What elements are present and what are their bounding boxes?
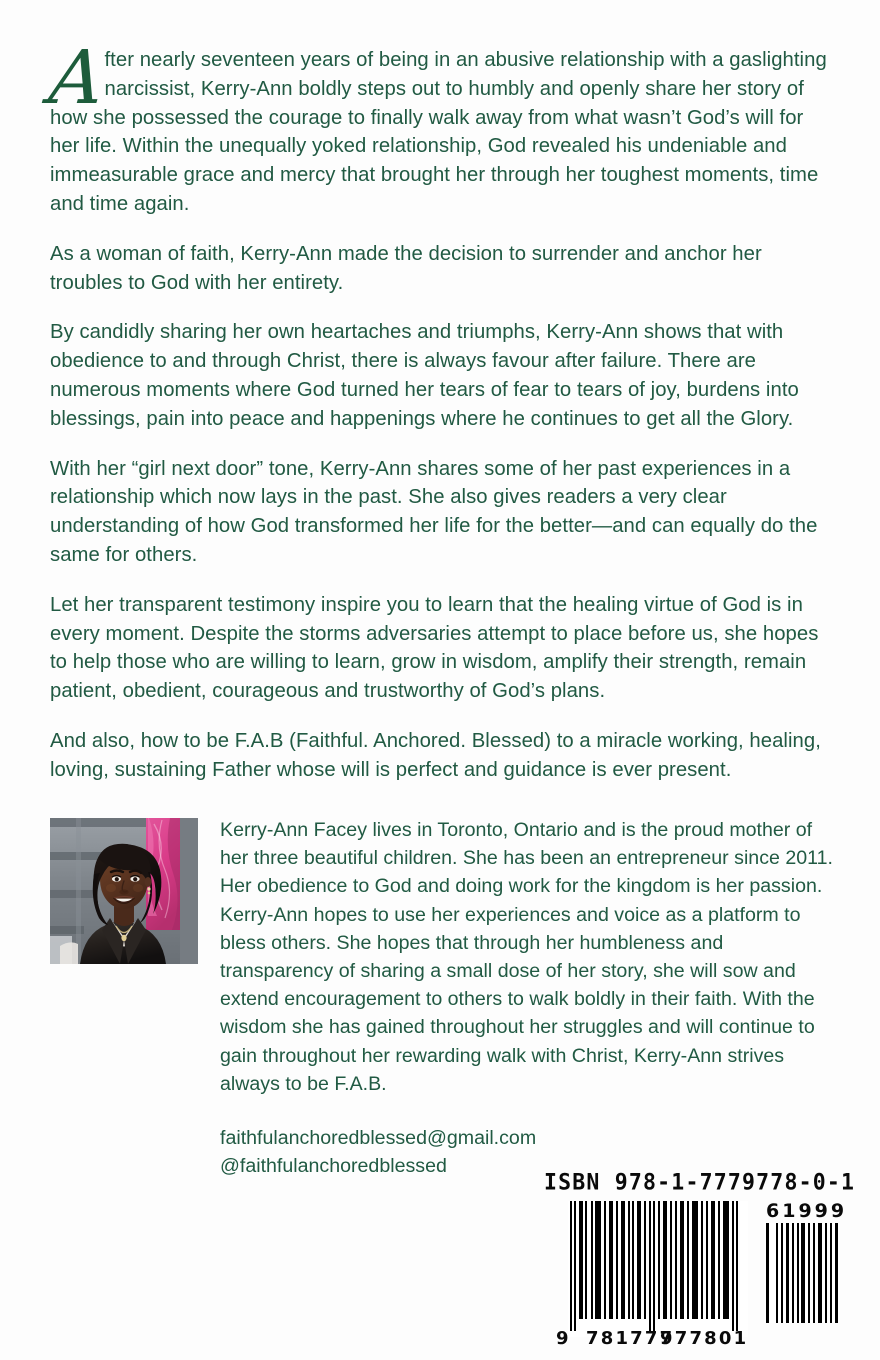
blurb-paragraph-1-text: fter nearly seventeen years of being in an abusive relationship with a gaslighting narcissist, Kerry-Ann boldly steps out to humbly and openly share her story of how she possessed the courage to finally walk away from what wasn’t God’s will for her life. Within the unequally yoked relationship, God revealed his undeniable and immeasurable grace and mercy that brought her through her toughest moments, time and time again. (50, 49, 827, 215)
ean13-group-1: 781777 (586, 1328, 675, 1349)
author-bio-text: Kerry-Ann Facey lives in Toronto, Ontario and is the proud mother of her three beautiful children. She has been an entrepreneur since 2011. Her obedience to God and doing work for the kingdom is her passion. Kerry-Ann hopes to use her experiences and voice as a platform to bless others. She hopes that through her humbleness and transparency of sharing a small dose of her story, she will sow and extend encouragement to others to walk boldly in their faith. With the wisdom she has gained throughout her struggles and will continue to gain throughout her rewarding walk with Christ, Kerry-Ann strives always to be F.A.B. (220, 819, 833, 1095)
ean13-group-2: 977801 (660, 1328, 749, 1349)
author-portrait-image (50, 818, 198, 964)
book-blurb (45, 35, 836, 785)
blurb-paragraph-5: Let her transparent testimony inspire you to learn that the healing virtue of God is in every moment. Despite the storms adversaries attempt to place before us, she hopes to help those who are willing to learn, grow in wisdom, amplify their strength, remain patient, obedient, courageous and trustworthy of God’s plans. (50, 593, 819, 703)
ean5-digits: 61999 (766, 1200, 848, 1222)
barcode-block (544, 1169, 856, 1349)
ean13-lead-digit: 9 (556, 1328, 570, 1349)
author-social-handle[interactable]: @faithfulanchoredblessed (220, 1155, 447, 1178)
blurb-paragraph-6: And also, how to be F.A.B (Faithful. Anchored. Blessed) to a miracle working, healing, loving, sustaining Father whose will is perfect and guidance is ever present. (50, 729, 821, 781)
blurb-paragraph-3: By candidly sharing her own heartaches and triumphs, Kerry-Ann shows that with obedience to and through Christ, there is always favour after failure. There are numerous moments where God turned her tears of fear to tears of joy, burdens into blessings, pain into peace and happenings where he continues to get all the Glory. (50, 321, 799, 430)
barcode-bars-row (544, 1200, 848, 1349)
author-photo (50, 818, 198, 964)
blurb-paragraph-2: As a woman of faith, Kerry-Ann made the decision to surrender and anchor her troubles to God with her entirety. (50, 242, 762, 294)
ean5-barcode-icon (764, 1223, 840, 1323)
author-email[interactable]: faithfulanchoredblessed@gmail.com (220, 1127, 537, 1150)
blurb-paragraph-4: With her “girl next door” tone, Kerry-Ann shares some of her past experiences in a relationship which now lays in the past. She also gives readers a very clear understanding of how God transformed her life for the better—and can equally do the same for others. (50, 457, 818, 566)
ean5-addon (764, 1200, 848, 1328)
isbn-text: ISBN 978-1-7779778-0-1 (544, 1169, 856, 1196)
blurb-paragraph-1 (45, 35, 836, 219)
ean13-barcode-icon (568, 1201, 748, 1337)
drop-cap-letter: A (45, 35, 109, 121)
author-bio (220, 816, 836, 1180)
